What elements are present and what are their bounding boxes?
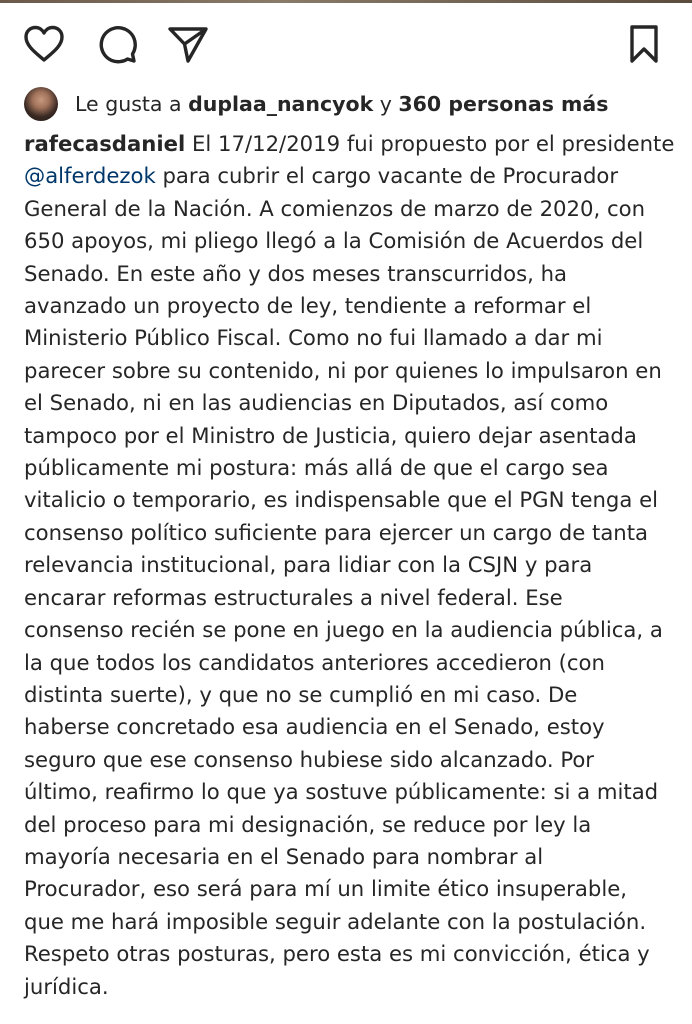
caption-line: seguro que ese consenso hubiese sido alcanzado. Por bbox=[24, 746, 595, 772]
caption-line bbox=[24, 160, 684, 192]
share-button[interactable] bbox=[166, 22, 210, 66]
caption-line: Respeto otras posturas, pero esta es mi convicción, ética y bbox=[24, 941, 650, 967]
likes-text bbox=[75, 92, 608, 116]
caption-line: Procurador, eso será para mí un limite ético insuperable, bbox=[24, 876, 627, 902]
caption-line: haberse concretado esa audiencia en el Senado, estoy bbox=[24, 714, 605, 740]
caption-line: Ministerio Público Fiscal. Como no fui llamado a dar mi bbox=[24, 325, 603, 351]
caption-line: que me hará imposible seguir adelante con la postulación. bbox=[24, 908, 647, 934]
caption-line: encarar reformas estructurales a nivel federal. Ese bbox=[24, 584, 563, 610]
caption-line: públicamente mi postura: más allá de que el cargo sea bbox=[24, 455, 609, 481]
caption-line: mayoría necesaria en el Senado para nombrar al bbox=[24, 843, 544, 869]
caption-line: jurídica. bbox=[24, 973, 109, 999]
caption-line: consenso político suficiente para ejercer un cargo de tanta bbox=[24, 519, 649, 545]
caption-line: General de la Nación. A comienzos de marzo de 2020, con bbox=[24, 195, 645, 221]
post-action-bar bbox=[0, 14, 692, 74]
caption-body bbox=[24, 193, 684, 1003]
caption-mention[interactable]: @alferdezok bbox=[24, 163, 156, 189]
caption-line: la que todos los candidatos anteriores accedieron (con bbox=[24, 649, 605, 675]
caption-line: último, reafirmo lo que ya sostuve públicamente: si a mitad bbox=[24, 779, 659, 805]
avatar[interactable] bbox=[24, 87, 58, 121]
liker-username[interactable]: duplaa_nancyok bbox=[188, 92, 374, 116]
caption-text: para cubrir el cargo vacante de Procurador bbox=[155, 163, 619, 189]
caption-line: Senado. En este año y dos meses transcurridos, ha bbox=[24, 260, 568, 286]
likes-summary[interactable] bbox=[24, 86, 608, 122]
caption-line: consenso recién se pone en juego en la audiencia pública, a bbox=[24, 617, 663, 643]
paper-plane-icon bbox=[166, 24, 210, 64]
like-button[interactable] bbox=[22, 22, 66, 66]
photo-bottom-edge bbox=[0, 0, 692, 3]
caption-line bbox=[24, 128, 684, 160]
others-likes-count[interactable]: 360 personas más bbox=[398, 92, 609, 116]
caption-line: avanzado un proyecto de ley, tendiente a reformar el bbox=[24, 293, 592, 319]
post-caption bbox=[24, 128, 684, 1003]
bookmark-icon bbox=[627, 23, 661, 65]
caption-line: distinta suerte), y que no se cumplió en mi caso. De bbox=[24, 681, 578, 707]
save-button[interactable] bbox=[622, 22, 666, 66]
likes-prefix: Le gusta a bbox=[75, 92, 189, 116]
caption-line: vitalicio o temporario, es indispensable que el PGN tenga el bbox=[24, 487, 659, 513]
caption-line: tampoco por el Ministro de Justicia, quiero dejar asentada bbox=[24, 422, 637, 448]
caption-line: del proceso para mi designación, se reduce por ley la bbox=[24, 811, 592, 837]
caption-line: relevancia institucional, para lidiar con la CSJN y para bbox=[24, 552, 593, 578]
caption-username[interactable]: rafecasdaniel bbox=[24, 131, 186, 156]
caption-line: 650 apoyos, mi pliego llegó a la Comisión de Acuerdos del bbox=[24, 228, 644, 254]
likes-connector: y bbox=[373, 92, 399, 116]
heart-icon bbox=[22, 24, 66, 64]
comment-button[interactable] bbox=[96, 22, 140, 66]
comment-icon bbox=[96, 23, 140, 65]
caption-text: El 17/12/2019 fui propuesto por el presidente bbox=[185, 131, 675, 156]
caption-line: el Senado, ni en las audiencias en Diputados, así como bbox=[24, 390, 609, 416]
caption-line: parecer sobre su contenido, ni por quienes lo impulsaron en bbox=[24, 357, 662, 383]
